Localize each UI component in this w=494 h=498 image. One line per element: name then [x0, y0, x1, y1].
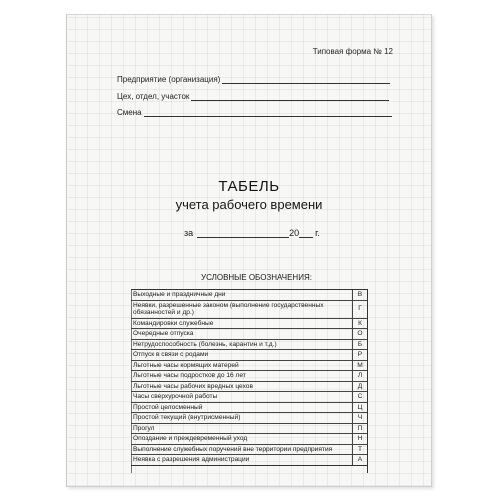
legend-row: [131, 392, 367, 403]
legend-table: [131, 289, 367, 466]
legend-row: [131, 413, 367, 424]
legend-item-code: П: [352, 424, 367, 434]
legend-item-name: Отпуск в связи с родами: [133, 351, 209, 358]
legend-row: [131, 424, 367, 435]
enterprise-label: Предприятие (организация): [117, 75, 221, 84]
legend-item-code: С: [352, 392, 367, 402]
legend-row: [131, 382, 367, 393]
department-label: Цех, отдел, участок: [117, 92, 190, 101]
legend-item-name: Выходные и праздничные дни: [133, 291, 226, 298]
legend-item-name: Льготные часы рабочих вредных цехов: [133, 382, 253, 390]
legend-title: УСЛОВНЫЕ ОБОЗНАЧЕНИЯ:: [201, 273, 312, 282]
legend-item-name: Опоздание и преждевременный уход: [133, 435, 248, 442]
legend-row: [131, 455, 367, 465]
legend-item-code: А: [352, 455, 367, 465]
timesheet-cover: [66, 14, 432, 487]
shift-line: [144, 108, 392, 117]
legend-item-code: К: [352, 319, 367, 329]
legend-item-code: Ч: [352, 413, 367, 423]
legend-item-code: Р: [352, 350, 367, 360]
period-year-blank: [299, 229, 313, 238]
legend-item-code: В: [352, 290, 367, 300]
legend-row: [131, 340, 367, 351]
legend-item-name: Часы сверхурочной работы: [133, 393, 218, 400]
legend-item-code: М: [352, 361, 367, 371]
legend-row: [131, 403, 367, 414]
legend-item-code: Б: [352, 340, 367, 350]
period-year-prefix: 20: [289, 228, 300, 238]
department-line: [191, 92, 389, 101]
period-suffix: г.: [315, 228, 320, 238]
enterprise-field: [117, 75, 390, 84]
department-field: [117, 92, 389, 101]
legend-row: [131, 371, 367, 382]
legend-item-name: Простой текущий (внутрисменный): [133, 414, 241, 421]
legend-row: [131, 445, 367, 456]
period-prefix: за: [184, 228, 194, 238]
legend-row: [131, 434, 367, 445]
legend-row: [131, 290, 367, 301]
legend-item-name: Очередные отпуска: [133, 330, 194, 337]
legend-item-code: Д: [352, 382, 367, 392]
form-code: Типовая форма № 12: [312, 47, 393, 56]
legend-item-code: О: [352, 329, 367, 339]
legend-item-name: Льготные часы подростков до 16 лет: [133, 372, 246, 379]
enterprise-line: [222, 75, 390, 84]
legend-item-name: Льготные часы кормящих матерей: [133, 361, 239, 369]
legend-item-code: Ц: [352, 403, 367, 413]
shift-label: Смена: [117, 108, 142, 117]
shift-field: [117, 108, 392, 117]
legend-item-code: Т: [352, 445, 367, 455]
legend-item-name: Командировки служебные: [133, 319, 214, 327]
legend-row: [131, 329, 367, 340]
legend-row: [131, 361, 367, 372]
legend-item-name: Простой целосменный: [133, 403, 203, 411]
legend-item-name: Нетрудоспособность (болезнь, карантин и т.д.): [133, 340, 277, 348]
legend-item-name: Неявки, разрешенные законом (выполнение государственных обязанностей и др.): [133, 301, 324, 316]
document-subtitle: учета рабочего времени: [175, 197, 323, 212]
legend-row: [131, 301, 367, 319]
legend-item-name: Прогул: [133, 424, 155, 432]
period-month-blank: [197, 229, 289, 238]
legend-item-name: Выполнение служебных поручений вне территории предприятия: [133, 445, 333, 453]
legend-item-code: Г: [352, 301, 367, 318]
legend-item-code: Н: [352, 434, 367, 444]
legend-row: [131, 350, 367, 361]
period-line: [184, 228, 320, 238]
legend-table-right-border: [367, 289, 368, 473]
legend-item-name: Неявка с разрешения администрации: [133, 456, 250, 463]
legend-item-code: Л: [352, 371, 367, 381]
legend-row: [131, 319, 367, 330]
document-title: ТАБЕЛЬ: [218, 178, 280, 195]
